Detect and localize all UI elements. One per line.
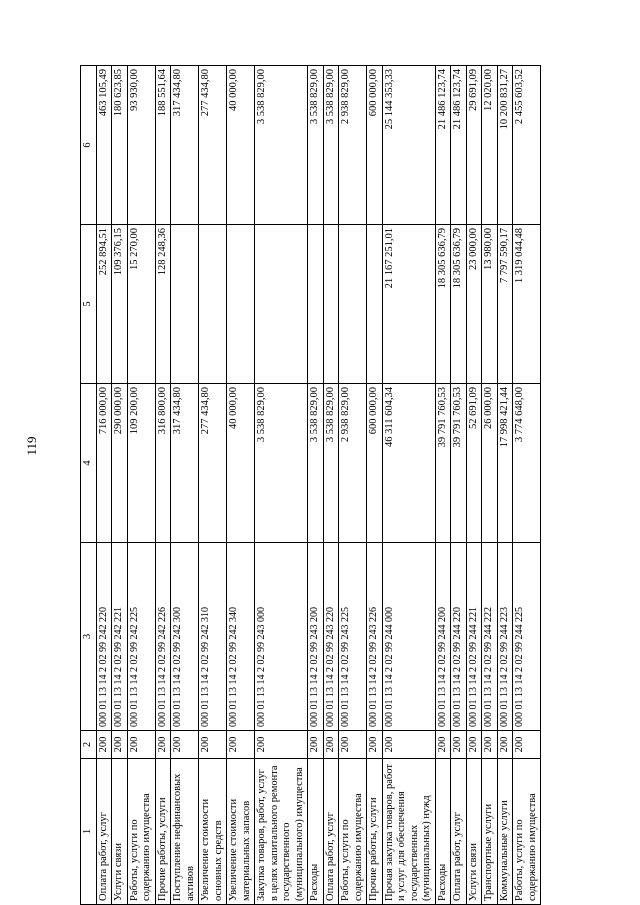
admin-code-cell: 200	[127, 731, 155, 759]
executed-amount-cell: 252 894,51	[96, 225, 112, 384]
admin-code-cell: 200	[339, 731, 367, 759]
table-row	[155, 66, 171, 905]
budget-code-cell: 000 01 13 14 2 02 99 242 221	[112, 543, 128, 731]
unexecuted-amount-cell: 21 486 123,74	[435, 66, 451, 225]
unexecuted-amount-cell: 21 486 123,74	[451, 66, 467, 225]
unexecuted-amount-cell: 3 538 829,00	[308, 66, 324, 225]
unexecuted-amount-cell: 3 538 829,00	[323, 66, 339, 225]
admin-code-cell: 200	[96, 731, 112, 759]
budget-code-cell: 000 01 13 14 2 02 99 243 200	[308, 543, 324, 731]
row-name-cell: Коммунальные услуги	[497, 759, 513, 905]
unexecuted-amount-cell: 188 551,64	[155, 66, 171, 225]
unexecuted-amount-cell: 180 623,85	[112, 66, 128, 225]
budget-code-cell: 000 01 13 14 2 02 99 244 221	[466, 543, 482, 731]
executed-amount-cell: 1 319 044,48	[513, 225, 541, 384]
executed-amount-cell: 128 248,36	[155, 225, 171, 384]
table-row	[497, 66, 513, 905]
column-number-2: 2	[81, 731, 97, 759]
unexecuted-amount-cell: 2 938 829,00	[339, 66, 367, 225]
table-row	[199, 66, 227, 905]
admin-code-cell: 200	[435, 731, 451, 759]
row-name-cell: Прочие работы, услуги	[367, 759, 383, 905]
executed-amount-cell: 109 376,15	[112, 225, 128, 384]
table-row	[339, 66, 367, 905]
table-row	[323, 66, 339, 905]
column-number-5: 5	[81, 225, 97, 384]
row-name-cell: Расходы	[435, 759, 451, 905]
budget-code-cell: 000 01 13 14 2 02 99 243 226	[367, 543, 383, 731]
admin-code-cell: 200	[482, 731, 498, 759]
row-name-cell: Оплата работ, услуг	[323, 759, 339, 905]
table-row	[451, 66, 467, 905]
executed-amount-cell	[339, 225, 367, 384]
executed-amount-cell: 21 167 251,01	[382, 225, 435, 384]
admin-code-cell: 200	[466, 731, 482, 759]
approved-amount-cell: 109 200,00	[127, 384, 155, 543]
budget-code-cell: 000 01 13 14 2 02 99 242 340	[227, 543, 255, 731]
unexecuted-amount-cell: 93 930,00	[127, 66, 155, 225]
executed-amount-cell	[308, 225, 324, 384]
budget-code-cell: 000 01 13 14 2 02 99 242 220	[96, 543, 112, 731]
budget-code-cell: 000 01 13 14 2 02 99 242 300	[171, 543, 199, 731]
budget-code-cell: 000 01 13 14 2 02 99 244 222	[482, 543, 498, 731]
row-name-cell: Транспортные услуги	[482, 759, 498, 905]
approved-amount-cell: 52 691,09	[466, 384, 482, 543]
approved-amount-cell: 290 000,00	[112, 384, 128, 543]
unexecuted-amount-cell: 600 000,00	[367, 66, 383, 225]
budget-code-cell: 000 01 13 14 2 02 99 244 223	[497, 543, 513, 731]
executed-amount-cell	[227, 225, 255, 384]
approved-amount-cell: 600 000,00	[367, 384, 383, 543]
table-row	[482, 66, 498, 905]
budget-code-cell: 000 01 13 14 2 02 99 242 225	[127, 543, 155, 731]
column-number-6: 6	[81, 66, 97, 225]
admin-code-cell: 200	[155, 731, 171, 759]
table-row	[513, 66, 541, 905]
table-row	[466, 66, 482, 905]
row-name-cell: Прочие работы, услуги	[155, 759, 171, 905]
admin-code-cell: 200	[451, 731, 467, 759]
budget-code-cell: 000 01 13 14 2 02 99 244 225	[513, 543, 541, 731]
admin-code-cell: 200	[171, 731, 199, 759]
approved-amount-cell: 39 791 760,53	[435, 384, 451, 543]
admin-code-cell: 200	[367, 731, 383, 759]
table-row	[227, 66, 255, 905]
admin-code-cell: 200	[227, 731, 255, 759]
row-name-cell: Услуги связи	[466, 759, 482, 905]
approved-amount-cell: 3 538 829,00	[308, 384, 324, 543]
table-row	[308, 66, 324, 905]
unexecuted-amount-cell: 2 455 603,52	[513, 66, 541, 225]
unexecuted-amount-cell: 317 434,80	[171, 66, 199, 225]
admin-code-cell: 200	[255, 731, 308, 759]
rotated-page-content	[80, 0, 640, 905]
table-row	[382, 66, 435, 905]
approved-amount-cell: 716 000,00	[96, 384, 112, 543]
unexecuted-amount-cell: 40 000,00	[227, 66, 255, 225]
approved-amount-cell: 40 000,00	[227, 384, 255, 543]
executed-amount-cell: 18 305 636,79	[435, 225, 451, 384]
table-row	[127, 66, 155, 905]
table-row	[96, 66, 112, 905]
approved-amount-cell: 2 938 829,00	[339, 384, 367, 543]
approved-amount-cell: 46 311 604,34	[382, 384, 435, 543]
budget-execution-table	[80, 65, 541, 905]
executed-amount-cell	[255, 225, 308, 384]
executed-amount-cell	[367, 225, 383, 384]
approved-amount-cell: 277 434,80	[199, 384, 227, 543]
row-name-cell: Оплата работ, услуг	[451, 759, 467, 905]
admin-code-cell: 200	[382, 731, 435, 759]
row-name-cell: Закупка товаров, работ, услуг в целях капитального ремонта государственного (муниципального) имущества	[255, 759, 308, 905]
budget-code-cell: 000 01 13 14 2 02 99 244 000	[382, 543, 435, 731]
row-name-cell: Оплата работ, услуг	[96, 759, 112, 905]
executed-amount-cell: 23 000,00	[466, 225, 482, 384]
unexecuted-amount-cell: 29 691,09	[466, 66, 482, 225]
unexecuted-amount-cell: 3 538 829,00	[255, 66, 308, 225]
approved-amount-cell: 3 538 829,00	[255, 384, 308, 543]
budget-code-cell: 000 01 13 14 2 02 99 243 220	[323, 543, 339, 731]
admin-code-cell: 200	[199, 731, 227, 759]
approved-amount-cell: 3 774 648,00	[513, 384, 541, 543]
admin-code-cell: 200	[308, 731, 324, 759]
admin-code-cell: 200	[323, 731, 339, 759]
table-header-row	[81, 66, 97, 905]
budget-code-cell: 000 01 13 14 2 02 99 242 310	[199, 543, 227, 731]
budget-code-cell: 000 01 13 14 2 02 99 244 220	[451, 543, 467, 731]
budget-code-cell: 000 01 13 14 2 02 99 242 226	[155, 543, 171, 731]
approved-amount-cell: 316 800,00	[155, 384, 171, 543]
executed-amount-cell	[323, 225, 339, 384]
page-number: 119	[24, 436, 39, 456]
table-row	[255, 66, 308, 905]
executed-amount-cell: 13 980,00	[482, 225, 498, 384]
row-name-cell: Работы, услуги по содержанию имущества	[339, 759, 367, 905]
executed-amount-cell	[199, 225, 227, 384]
executed-amount-cell: 18 305 636,79	[451, 225, 467, 384]
budget-code-cell: 000 01 13 14 2 02 99 243 225	[339, 543, 367, 731]
admin-code-cell: 200	[513, 731, 541, 759]
unexecuted-amount-cell: 12 020,00	[482, 66, 498, 225]
table-body	[96, 66, 541, 905]
row-name-cell: Работы, услуги по содержанию имущества	[513, 759, 541, 905]
executed-amount-cell: 15 270,00	[127, 225, 155, 384]
approved-amount-cell: 17 998 421,44	[497, 384, 513, 543]
approved-amount-cell: 39 791 760,53	[451, 384, 467, 543]
column-number-1: 1	[81, 759, 97, 905]
row-name-cell: Увеличение стоимости основных средств	[199, 759, 227, 905]
row-name-cell: Расходы	[308, 759, 324, 905]
column-number-3: 3	[81, 543, 97, 731]
table-row	[112, 66, 128, 905]
unexecuted-amount-cell: 277 434,80	[199, 66, 227, 225]
row-name-cell: Услуги связи	[112, 759, 128, 905]
approved-amount-cell: 26 000,00	[482, 384, 498, 543]
table-row	[171, 66, 199, 905]
unexecuted-amount-cell: 463 105,49	[96, 66, 112, 225]
approved-amount-cell: 3 538 829,00	[323, 384, 339, 543]
table-row	[367, 66, 383, 905]
admin-code-cell: 200	[112, 731, 128, 759]
row-name-cell: Увеличение стоимости материальных запасов	[227, 759, 255, 905]
unexecuted-amount-cell: 25 144 353,33	[382, 66, 435, 225]
approved-amount-cell: 317 434,80	[171, 384, 199, 543]
row-name-cell: Поступление нефинансовых активов	[171, 759, 199, 905]
executed-amount-cell: 7 797 590,17	[497, 225, 513, 384]
executed-amount-cell	[171, 225, 199, 384]
admin-code-cell: 200	[497, 731, 513, 759]
unexecuted-amount-cell: 10 200 831,27	[497, 66, 513, 225]
budget-code-cell: 000 01 13 14 2 02 99 244 200	[435, 543, 451, 731]
row-name-cell: Прочая закупка товаров, работ и услуг для обеспечения государственных (муниципальных) нужд	[382, 759, 435, 905]
table-row	[435, 66, 451, 905]
budget-code-cell: 000 01 13 14 2 02 99 243 000	[255, 543, 308, 731]
column-number-4: 4	[81, 384, 97, 543]
row-name-cell: Работы, услуги по содержанию имущества	[127, 759, 155, 905]
